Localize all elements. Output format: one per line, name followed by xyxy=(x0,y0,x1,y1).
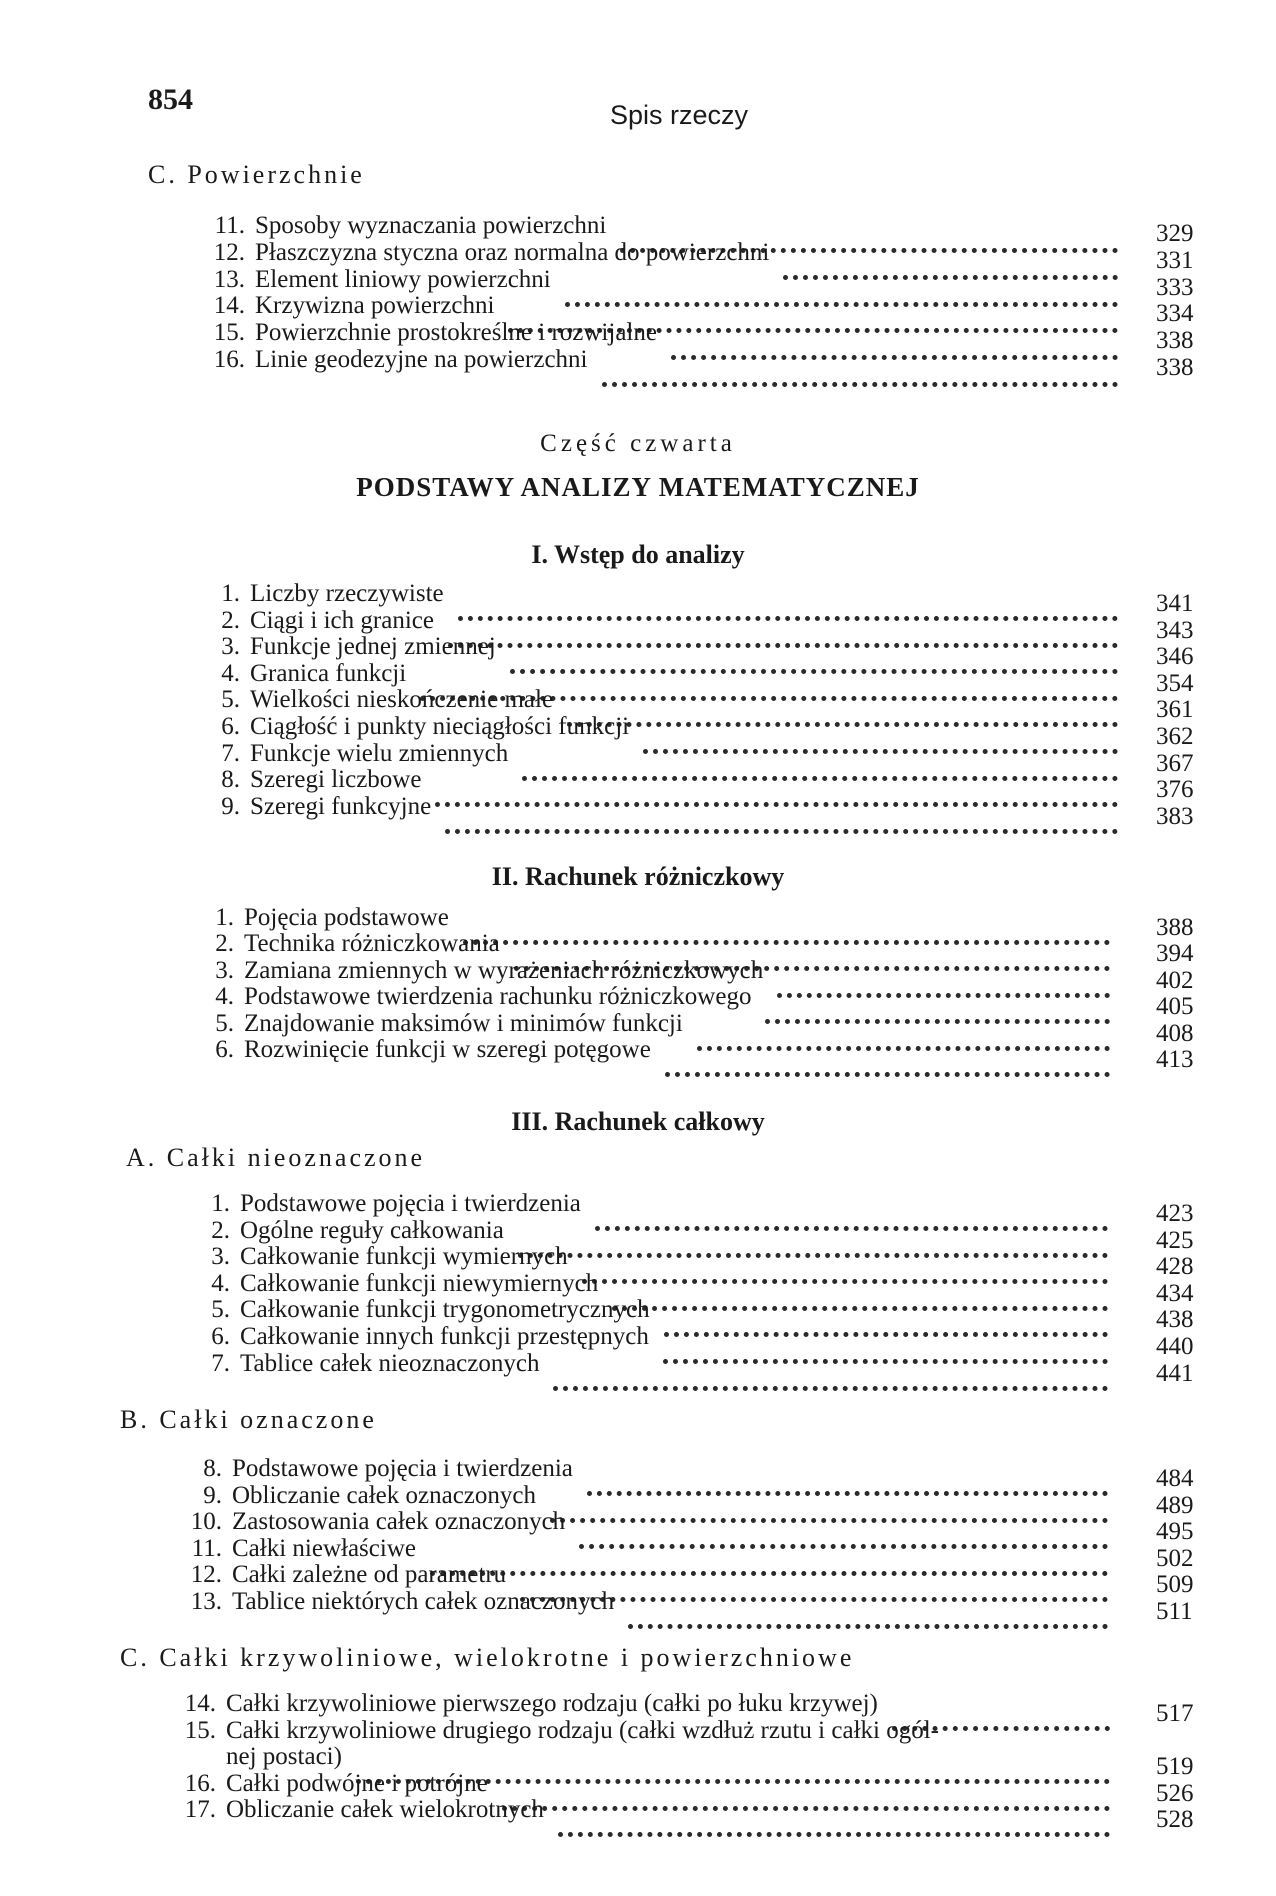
entry-number: 9. xyxy=(221,792,240,820)
page-ref: 413 xyxy=(1156,1046,1194,1073)
toc-entry xyxy=(200,607,1118,634)
entry-number: 6. xyxy=(215,1036,234,1063)
toc-entry xyxy=(190,1270,1108,1297)
toc-entry xyxy=(182,1482,1108,1509)
toc-entry xyxy=(182,1508,1108,1535)
page-ref: 425 xyxy=(1156,1226,1194,1254)
page-ref: 528 xyxy=(1156,1806,1194,1834)
page-ref: 346 xyxy=(1156,643,1194,671)
entry-number: 1. xyxy=(211,1190,230,1217)
entry-number: 17. xyxy=(184,1796,216,1824)
entry-title-continuation: nej postaci) xyxy=(226,1743,342,1771)
toc-entry xyxy=(176,1690,1110,1717)
entry-title: Zastosowania całek oznaczonych xyxy=(232,1508,566,1536)
entry-number: 11. xyxy=(191,1534,222,1562)
entry-title: Szeregi funkcyjne xyxy=(250,792,432,820)
page-ref: 438 xyxy=(1156,1306,1194,1334)
entry-number: 4. xyxy=(221,659,240,687)
entry-title: Szeregi liczbowe xyxy=(250,766,422,794)
toc-entry xyxy=(190,1190,1108,1217)
entry-title: Podstawowe pojęcia i twierdzenia xyxy=(232,1455,573,1482)
entry-title: Linie geodezyjne na powierzchni xyxy=(255,346,588,373)
toc-entry xyxy=(190,1350,1108,1377)
entry-number: 3. xyxy=(221,633,240,661)
entry-title: Płaszczyzna styczna oraz normalna do powierzchni xyxy=(255,238,770,266)
page-ref: 343 xyxy=(1156,616,1194,644)
toc-entry xyxy=(205,292,1118,319)
entry-number: 7. xyxy=(221,739,240,767)
entry-title: Podstawowe pojęcia i twierdzenia xyxy=(240,1190,581,1217)
entry-title: Technika różniczkowania xyxy=(244,930,500,958)
entry-number: 6. xyxy=(211,1323,230,1350)
page-ref: 329 xyxy=(1156,220,1194,247)
toc-entry xyxy=(182,1561,1108,1588)
page-ref: 341 xyxy=(1156,590,1194,617)
entry-number: 3. xyxy=(211,1243,230,1271)
page-ref: 402 xyxy=(1156,966,1194,994)
entry-title: Sposoby wyznaczania powierzchni xyxy=(255,212,607,239)
entry-title: Funkcje wielu zmiennych xyxy=(250,739,509,767)
page-ref: 362 xyxy=(1156,723,1194,750)
toc-entry xyxy=(194,1036,1110,1063)
part-title: PODSTAWY ANALIZY MATEMATYCZNEJ xyxy=(356,472,920,502)
toc-entry xyxy=(182,1588,1108,1615)
toc-entry xyxy=(190,1243,1108,1270)
toc-entry xyxy=(200,740,1118,767)
toc-entry-continuation xyxy=(176,1743,1110,1770)
entry-title: Liczby rzeczywiste xyxy=(250,580,444,607)
toc-entry xyxy=(176,1717,1110,1744)
entry-number: 7. xyxy=(211,1349,230,1377)
entry-number: 4. xyxy=(211,1269,230,1297)
entry-title: Całkowanie funkcji wymiernych xyxy=(240,1243,568,1271)
entry-title: Element liniowy powierzchni xyxy=(255,265,551,293)
toc-entry xyxy=(176,1770,1110,1797)
entry-number: 6. xyxy=(221,713,240,740)
entry-number: 2. xyxy=(215,930,234,958)
entry-number: 13. xyxy=(213,265,245,293)
part-label: Część czwarta xyxy=(540,430,736,457)
page-ref: 408 xyxy=(1156,1019,1194,1047)
entry-title: Rozwinięcie funkcji w szeregi potęgowe xyxy=(244,1036,651,1063)
toc-entry xyxy=(205,319,1118,346)
page-ref: 361 xyxy=(1156,696,1194,724)
page-ref: 383 xyxy=(1156,802,1194,830)
toc-entry xyxy=(205,239,1118,266)
toc-entry xyxy=(194,930,1110,957)
page-ref: 331 xyxy=(1156,246,1194,274)
page-ref: 405 xyxy=(1156,993,1194,1021)
page-ref: 334 xyxy=(1156,300,1194,328)
page-ref: 394 xyxy=(1156,940,1194,968)
entry-title: Krzywizna powierzchni xyxy=(255,292,495,320)
toc-entry xyxy=(194,904,1110,931)
page-ref: 367 xyxy=(1156,749,1194,777)
entry-title: Znajdowanie maksimów i minimów funkcji xyxy=(244,1009,683,1037)
entry-title: Całki niewłaściwe xyxy=(232,1534,416,1562)
page-ref: 484 xyxy=(1156,1465,1194,1492)
toc-entry xyxy=(182,1455,1108,1482)
leader-dots xyxy=(553,1366,1108,1391)
subsection-heading-powierzchnie: C. Powierzchnie xyxy=(148,160,365,189)
entry-number: 14. xyxy=(213,292,245,320)
entry-title: Ciągłość i punkty nieciągłości funkcji xyxy=(250,713,630,740)
leader-dots xyxy=(602,362,1118,387)
entry-number: 10. xyxy=(190,1508,222,1536)
page-ref: 376 xyxy=(1156,776,1194,804)
entry-title: Funkcje jednej zmiennej xyxy=(250,633,496,661)
entry-title: Obliczanie całek oznaczonych xyxy=(232,1481,536,1509)
entry-title: Ciągi i ich granice xyxy=(250,606,434,634)
entry-number: 4. xyxy=(215,983,234,1011)
entry-title: Całki podwójne i potrójne xyxy=(226,1769,488,1797)
page-ref: 519 xyxy=(1156,1753,1194,1781)
entry-number: 15. xyxy=(184,1716,216,1744)
entry-number: 2. xyxy=(211,1216,230,1244)
page-ref: 440 xyxy=(1156,1333,1194,1360)
entry-title: Tablice niektórych całek oznaczonych xyxy=(232,1588,615,1615)
entry-number: 3. xyxy=(215,956,234,984)
entry-title: Powierzchnie prostokreślne i rozwijalne xyxy=(255,319,657,347)
entry-number: 1. xyxy=(215,904,234,931)
entry-number: 12. xyxy=(190,1561,222,1589)
entry-number: 8. xyxy=(221,766,240,794)
toc-entry xyxy=(176,1796,1110,1823)
entry-title: Całki krzywoliniowe pierwszego rodzaju (całki po łuku krzywej) xyxy=(226,1690,878,1717)
page-ref: 333 xyxy=(1156,273,1194,301)
toc-entry xyxy=(200,633,1118,660)
entry-title: Wielkości nieskończenie małe xyxy=(250,686,554,714)
toc-entry xyxy=(200,660,1118,687)
toc-entry xyxy=(200,793,1118,820)
entry-title: Ogólne reguły całkowania xyxy=(240,1216,504,1244)
entry-title: Tablice całek nieoznaczonych xyxy=(240,1349,540,1377)
entry-number: 13. xyxy=(190,1588,222,1615)
entry-title: Całkowanie innych funkcji przestępnych xyxy=(240,1323,649,1350)
entry-title: Granica funkcji xyxy=(250,659,407,687)
toc-entry xyxy=(205,212,1118,239)
page-ref: 388 xyxy=(1156,914,1194,941)
entry-number: 5. xyxy=(221,686,240,714)
entry-number: 14. xyxy=(184,1690,216,1717)
page-ref: 495 xyxy=(1156,1518,1194,1546)
subsection-heading-oznaczone: B. Całki oznaczone xyxy=(120,1405,377,1434)
entry-title: Podstawowe twierdzenia rachunku różniczkowego xyxy=(244,983,752,1011)
chapter-heading-rachunek-calkowy: III. Rachunek całkowy xyxy=(511,1107,765,1136)
entry-title: Całkowanie funkcji niewymiernych xyxy=(240,1269,599,1297)
subsection-heading-nieoznaczone: A. Całki nieoznaczone xyxy=(126,1143,426,1172)
entry-title: Obliczanie całek wielokrotnych xyxy=(226,1796,544,1824)
entry-title: Zamiana zmiennych w wyrażeniach różniczkowych xyxy=(244,956,764,984)
toc-entry xyxy=(200,686,1118,713)
page-ref: 489 xyxy=(1156,1491,1194,1519)
page-ref: 338 xyxy=(1156,327,1194,355)
entry-title: Całki zależne od parametru xyxy=(232,1561,507,1589)
chapter-heading-rachunek-rozniczkowy: II. Rachunek różniczkowy xyxy=(491,862,785,891)
toc-entry xyxy=(200,713,1118,740)
toc-entry xyxy=(205,346,1118,373)
toc-entry xyxy=(190,1323,1108,1350)
entry-title: Całkowanie funkcji trygonometrycznych xyxy=(240,1296,650,1324)
leader-dots xyxy=(558,1812,1110,1837)
page-ref: 423 xyxy=(1156,1200,1194,1227)
entry-number: 11. xyxy=(214,212,245,239)
entry-number: 16. xyxy=(213,346,245,373)
entry-number: 9. xyxy=(203,1481,222,1509)
page-ref: 441 xyxy=(1156,1359,1194,1387)
leader-dots xyxy=(628,1604,1108,1629)
toc-entry xyxy=(194,983,1110,1010)
toc-entry xyxy=(190,1217,1108,1244)
page-ref: 509 xyxy=(1156,1571,1194,1599)
entry-number: 12. xyxy=(213,238,245,266)
entry-number: 1. xyxy=(221,580,240,607)
entry-title: Całki krzywoliniowe drugiego rodzaju (całki wzdłuż rzutu i całki ogól- xyxy=(226,1716,939,1744)
page-ref: 517 xyxy=(1156,1700,1194,1727)
toc-entry xyxy=(205,266,1118,293)
entry-number: 5. xyxy=(211,1296,230,1324)
entry-title: Pojęcia podstawowe xyxy=(244,904,449,931)
toc-entry xyxy=(190,1296,1108,1323)
leader-dots xyxy=(445,809,1118,834)
toc-entry xyxy=(182,1535,1108,1562)
page-ref: 428 xyxy=(1156,1253,1194,1281)
toc-entry xyxy=(200,580,1118,607)
entry-number: 15. xyxy=(213,319,245,347)
running-head: Spis rzeczy xyxy=(610,100,749,130)
page-ref: 511 xyxy=(1156,1598,1193,1625)
subsection-heading-krzywoliniowe: C. Całki krzywoliniowe, wielokrotne i powierzchniowe xyxy=(120,1643,855,1672)
entry-number: 5. xyxy=(215,1009,234,1037)
entry-number: 8. xyxy=(203,1455,222,1482)
page-ref: 434 xyxy=(1156,1279,1194,1307)
page-ref: 354 xyxy=(1156,669,1194,697)
toc-entry xyxy=(200,766,1118,793)
leader-dots xyxy=(665,1052,1110,1077)
page-ref: 526 xyxy=(1156,1779,1194,1807)
page-ref: 338 xyxy=(1156,354,1194,381)
chapter-heading-wstep: I. Wstęp do analizy xyxy=(531,540,745,569)
toc-entry xyxy=(194,1010,1110,1037)
page-ref: 502 xyxy=(1156,1544,1194,1572)
entry-number: 16. xyxy=(184,1769,216,1797)
entry-number: 2. xyxy=(221,606,240,634)
toc-entry xyxy=(194,957,1110,984)
page-number: 854 xyxy=(148,83,193,116)
